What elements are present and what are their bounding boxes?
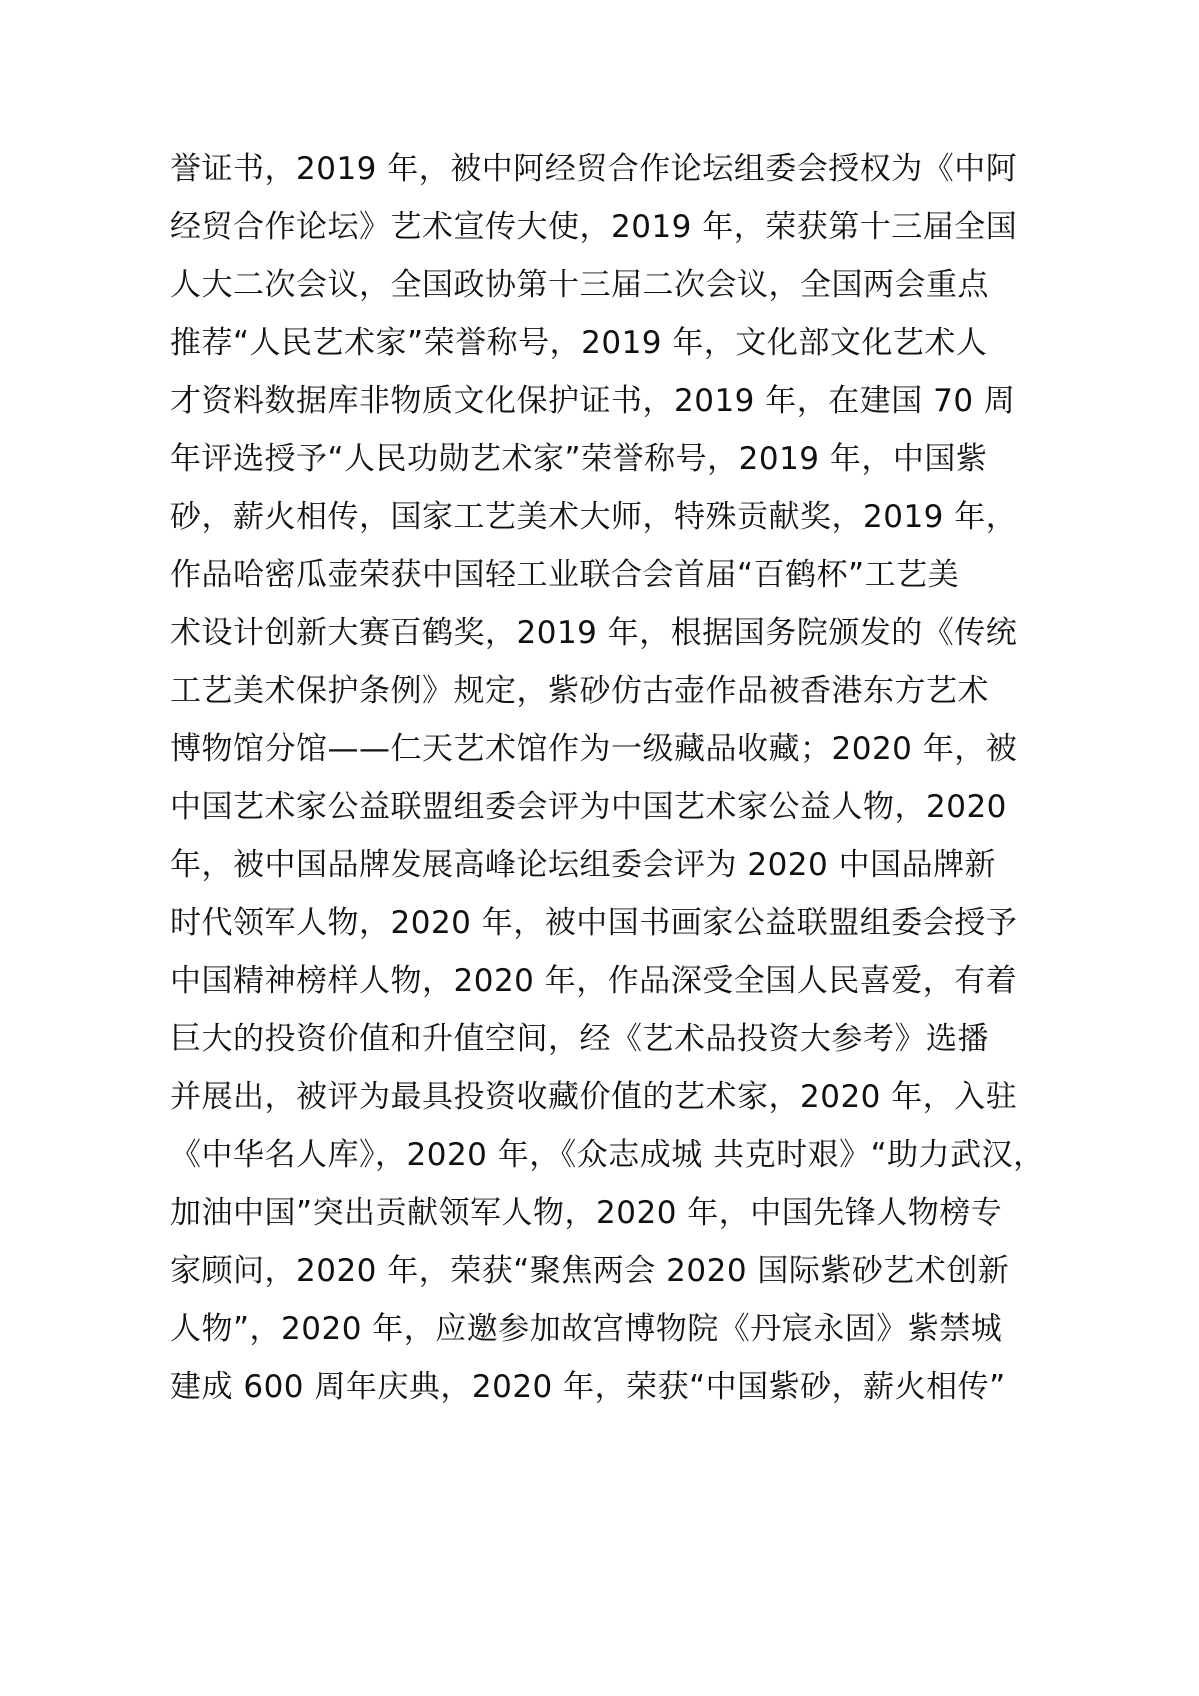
text-line: 年评选授予“人民功勋艺术家”荣誉称号，2019 年，中国紫 — [170, 441, 988, 477]
text-line: 工艺美术保护条例》规定，紫砂仿古壶作品被香港东方艺术 — [170, 673, 989, 709]
text-line: 作品哈密瓜壶荣获中国轻工业联合会首届“百鹤杯”工艺美 — [170, 557, 960, 593]
text-line: 砂，薪火相传，国家工艺美术大师，特殊贡献奖，2019 年， — [170, 499, 1018, 535]
text-line: 人物”，2020 年，应邀参加故宫博物院《丹宸永固》紫禁城 — [170, 1311, 1003, 1347]
text-line: 并展出，被评为最具投资收藏价值的艺术家，2020 年，入驻 — [170, 1079, 1018, 1115]
text-line: 人大二次会议，全国政协第十三届二次会议，全国两会重点 — [170, 267, 989, 303]
text-line: 中国艺术家公益联盟组委会评为中国艺术家公益人物，2020 — [170, 789, 1007, 825]
text-line: 推荐“人民艺术家”荣誉称号，2019 年，文化部文化艺术人 — [170, 325, 988, 361]
text-line: 才资料数据库非物质文化保护证书，2019 年，在建国 70 周 — [170, 383, 1016, 419]
text-line: 年，被中国品牌发展高峰论坛组委会评为 2020 中国品牌新 — [170, 847, 997, 883]
text-line: 加油中国”突出贡献领军人物，2020 年，中国先锋人物榜专 — [170, 1195, 1003, 1231]
text-line: 誉证书，2019 年，被中阿经贸合作论坛组委会授权为《中阿 — [170, 151, 1018, 187]
body-paragraph — [170, 140, 1045, 1416]
text-line: 时代领军人物，2020 年，被中国书画家公益联盟组委会授予 — [170, 905, 1018, 941]
text-line: 巨大的投资价值和升值空间，经《艺术品投资大参考》选播 — [170, 1021, 989, 1057]
text-line: 术设计创新大赛百鹤奖，2019 年，根据国务院颁发的《传统 — [170, 615, 1018, 651]
text-line: 中国精神榜样人物，2020 年，作品深受全国人民喜爱，有着 — [170, 963, 1018, 999]
text-line: 博物馆分馆——仁天艺术馆作为一级藏品收藏；2020 年，被 — [170, 731, 1018, 767]
text-line: 家顾问，2020 年，荣获“聚焦两会 2020 国际紫砂艺术创新 — [170, 1253, 1010, 1289]
text-line: 《中华名人库》，2020 年，《众志成城 共克时艰》“助力武汉， — [170, 1137, 1045, 1173]
text-line: 建成 600 周年庆典，2020 年，荣获“中国紫砂，薪火相传” — [170, 1369, 1006, 1405]
text-line: 经贸合作论坛》艺术宣传大使，2019 年，荣获第十三届全国 — [170, 209, 1018, 245]
